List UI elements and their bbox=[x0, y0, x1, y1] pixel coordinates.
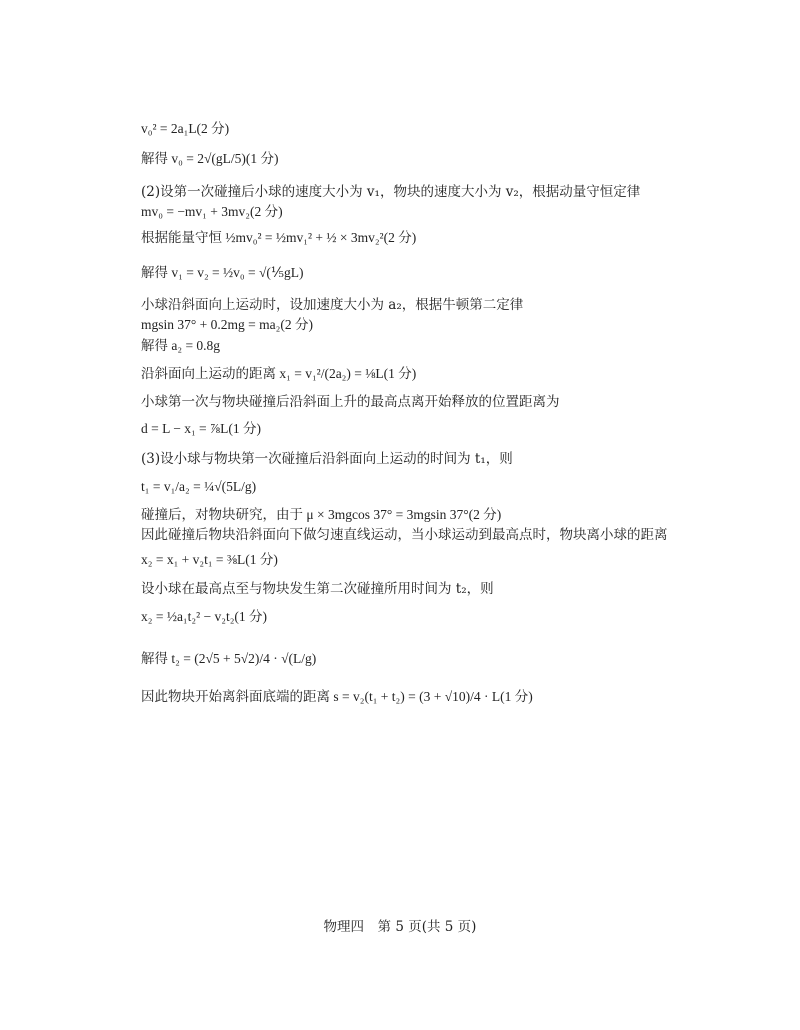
solution-line-21: 因此物块开始离斜面底端的距离 s = v₂(t₁ + t₂) = (3 + √10)/4 · L(1 分) bbox=[141, 689, 533, 704]
solution-line-7: 小球沿斜面向上运动时，设加速度大小为 a₂，根据牛顿第二定律 bbox=[141, 297, 524, 313]
solution-line-19: x₂ = ½a₁t₂² − v₂t₂(1 分) bbox=[141, 609, 268, 624]
solution-line-15: 碰撞后，对物块研究，由于 μ × 3mgcos 37° = 3mgsin 37°(2 分) bbox=[141, 507, 502, 522]
solution-line-6: 解得 v₁ = v₂ = ½v₀ = √(⅕gL) bbox=[141, 265, 304, 280]
solution-line-8: mgsin 37° + 0.2mg = ma₂(2 分) bbox=[141, 317, 313, 332]
solution-line-11: 小球第一次与物块碰撞后沿斜面上升的最高点离开始释放的位置距离为 bbox=[141, 394, 560, 410]
solution-line-2: 解得 v₀ = 2√(gL/5)(1 分) bbox=[141, 151, 279, 166]
solution-line-3: (2)设第一次碰撞后小球的速度大小为 v₁，物块的速度大小为 v₂，根据动量守恒定律 bbox=[141, 184, 641, 200]
solution-line-12: d = L − x₁ = ⅞L(1 分) bbox=[141, 421, 262, 436]
solution-line-13: (3)设小球与物块第一次碰撞后沿斜面向上运动的时间为 t₁，则 bbox=[141, 451, 513, 467]
page-footer: 物理四 第 5 页(共 5 页) bbox=[323, 919, 477, 935]
solution-line-14: t₁ = v₁/a₂ = ¼√(5L/g) bbox=[141, 479, 257, 494]
solution-line-20: 解得 t₂ = (2√5 + 5√2)/4 · √(L/g) bbox=[141, 651, 317, 666]
solution-line-9: 解得 a₂ = 0.8g bbox=[141, 338, 221, 353]
solution-line-5: 根据能量守恒 ½mv₀² = ½mv₁² + ½ × 3mv₂²(2 分) bbox=[141, 230, 417, 245]
solution-line-10: 沿斜面向上运动的距离 x₁ = v₁²/(2a₂) = ⅛L(1 分) bbox=[141, 366, 417, 381]
solution-line-16: 因此碰撞后物块沿斜面向下做匀速直线运动，当小球运动到最高点时，物块离小球的距离 bbox=[141, 527, 668, 543]
solution-line-4: mv₀ = −mv₁ + 3mv₂(2 分) bbox=[141, 204, 283, 219]
solution-line-18: 设小球在最高点至与物块发生第二次碰撞所用时间为 t₂，则 bbox=[141, 581, 494, 597]
solution-line-17: x₂ = x₁ + v₂t₁ = ⅜L(1 分) bbox=[141, 552, 278, 567]
solution-line-1: v₀² = 2a₁L(2 分) bbox=[141, 121, 230, 136]
